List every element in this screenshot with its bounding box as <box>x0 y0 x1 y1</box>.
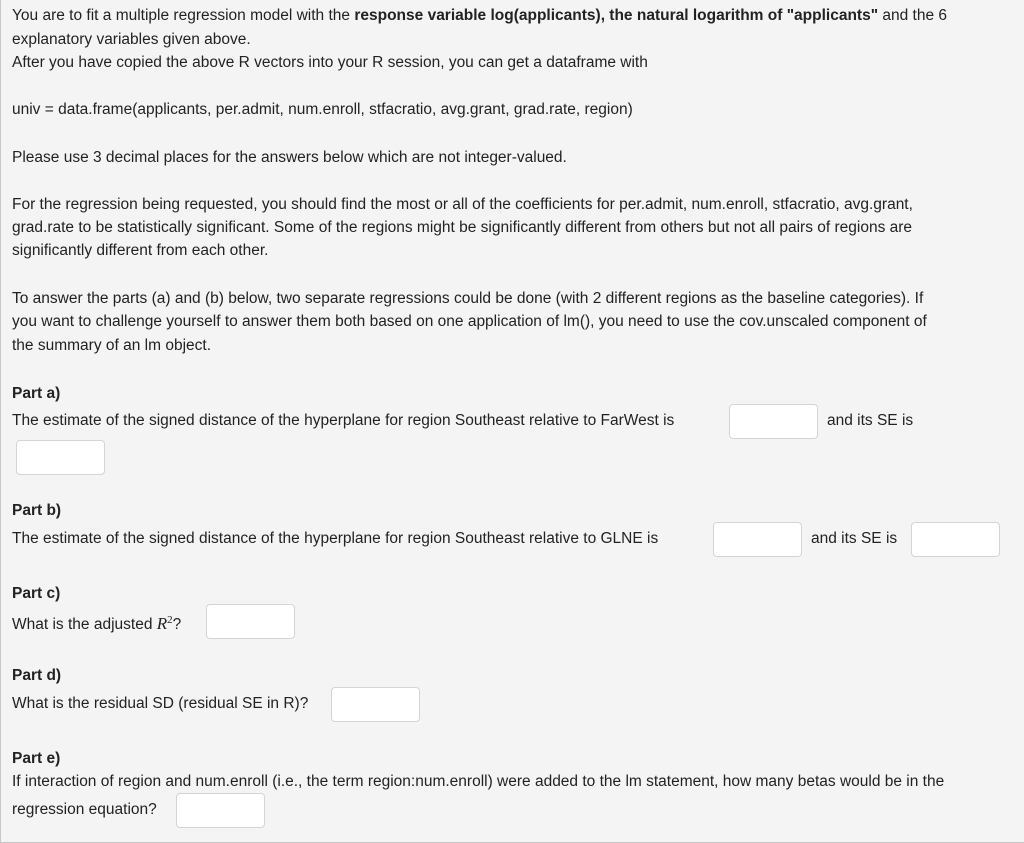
intro-line-3: After you have copied the above R vectors into your R session, you can get a dataframe with <box>12 54 648 71</box>
part-a-heading-text: Part a) <box>12 385 61 402</box>
part-c-heading <box>12 582 60 605</box>
part-c-adjusted-r2-input[interactable] <box>206 604 295 639</box>
part-c-heading-text: Part c) <box>12 585 61 602</box>
answer-hint-line-2: you want to challenge yourself to answer them both based on one application of lm(), you need to use the cov.unscaled component of <box>12 313 927 330</box>
part-a-se-label: and its SE is <box>827 412 914 429</box>
part-a-question: The estimate of the signed distance of the hyperplane for region Southeast relative to FarWest is <box>12 412 675 429</box>
part-a-estimate-input[interactable] <box>729 404 818 439</box>
part-a-se-input[interactable] <box>16 440 105 475</box>
r-exponent: 2 <box>167 614 173 626</box>
dataframe-code: univ = data.frame(applicants, per.admit, num.enroll, stfacratio, avg.grant, grad.rate, region) <box>12 101 633 118</box>
significance-line-1: For the regression being requested, you should find the most or all of the coefficients for per.admit, num.enroll, stfacratio, avg.grant, <box>12 196 913 213</box>
r-symbol: R <box>156 614 168 633</box>
decimals-instruction: Please use 3 decimal places for the answers below which are not integer-valued. <box>12 149 567 166</box>
part-d-heading-text: Part d) <box>12 667 62 684</box>
part-a-heading <box>12 382 60 405</box>
response-variable-text: response variable log(applicants), the natural logarithm of "applicants" <box>354 7 879 24</box>
answer-hint-line-1: To answer the parts (a) and (b) below, two separate regressions could be done (with 2 different regions as the baseline categories). If <box>12 290 924 307</box>
significance-line-3: significantly different from each other. <box>12 242 269 259</box>
part-c-question-text: What is the adjusted <box>12 616 157 633</box>
answer-hint-line-3: the summary of an lm object. <box>12 337 211 354</box>
part-c-question <box>12 609 181 636</box>
intro-line-1 <box>12 4 947 27</box>
significance-line-2: grad.rate to be statistically significant. Some of the regions might be significantly different from others but not all pairs of regions are <box>12 219 913 236</box>
part-d-heading <box>12 664 61 687</box>
part-b-se-input[interactable] <box>911 522 1000 557</box>
part-b-heading <box>12 499 61 522</box>
part-e-heading <box>12 747 60 770</box>
part-b-estimate-input[interactable] <box>713 522 802 557</box>
part-e-heading-text: Part e) <box>12 750 61 767</box>
part-b-question: The estimate of the signed distance of the hyperplane for region Southeast relative to GLNE is <box>12 530 659 547</box>
part-b-heading-text: Part b) <box>12 502 62 519</box>
part-c-question-mark: ? <box>172 616 182 633</box>
intro-text: You are to fit a multiple regression model with the <box>12 7 355 24</box>
part-b-se-label: and its SE is <box>811 530 898 547</box>
part-d-question: What is the residual SD (residual SE in R)? <box>12 695 309 712</box>
part-e-question-line-2: regression equation? <box>12 801 157 818</box>
r-squared-symbol <box>157 614 173 633</box>
part-e-betas-input[interactable] <box>176 793 265 828</box>
intro-line-2: explanatory variables given above. <box>12 31 251 48</box>
intro-text-end: and the 6 <box>878 7 948 24</box>
part-d-residual-sd-input[interactable] <box>331 687 420 722</box>
part-e-question-line-1: If interaction of region and num.enroll (i.e., the term region:num.enroll) were added to the lm statement, how many betas would be in the <box>12 773 945 790</box>
